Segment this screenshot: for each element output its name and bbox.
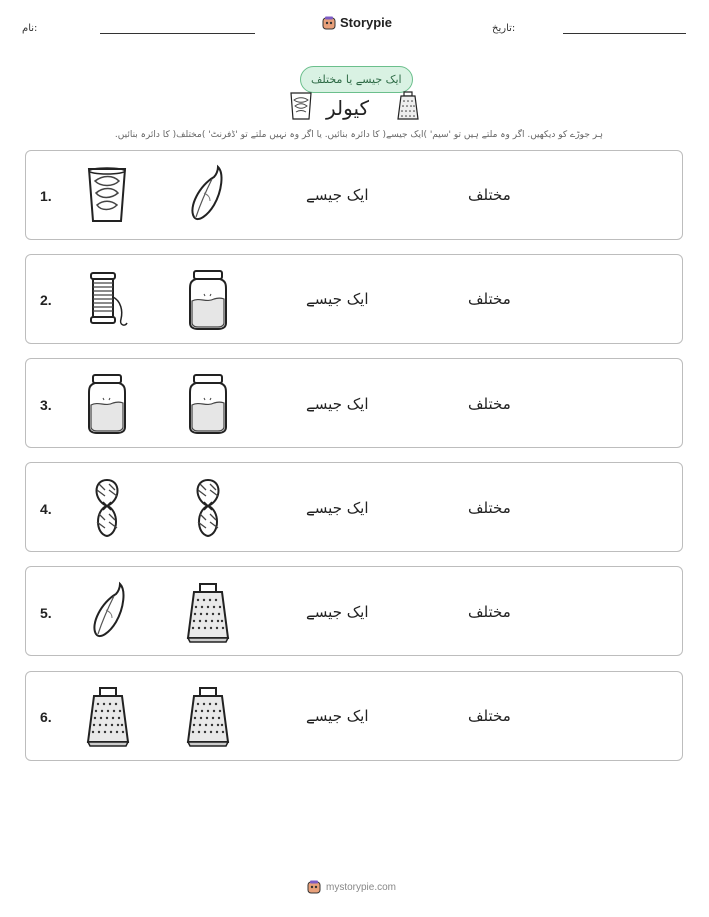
option-different[interactable]: مختلف — [468, 186, 511, 204]
leaf-icon — [184, 163, 232, 227]
footer — [307, 880, 396, 894]
rope-knot-icon — [83, 476, 131, 540]
option-same[interactable]: ایک جیسے — [306, 603, 369, 621]
jar-icon — [184, 267, 232, 331]
option-same[interactable]: ایک جیسے — [306, 186, 369, 204]
date-line[interactable] — [563, 33, 686, 34]
row-number: 1. — [40, 188, 52, 204]
row-number: 5. — [40, 605, 52, 621]
date-label: تاریخ: — [492, 23, 516, 34]
page-title: کیولر — [326, 96, 370, 120]
option-different[interactable]: مختلف — [468, 707, 511, 725]
option-different[interactable]: مختلف — [468, 499, 511, 517]
grater-icon — [184, 580, 232, 644]
row-number: 2. — [40, 292, 52, 308]
glass-icon — [83, 163, 131, 227]
instructions: ہر جوڑے کو دیکھیں. اگر وہ ملتے ہیں تو 'سیم' )ایک جیسے( کا دائرہ بنائیں. یا اگر وہ نہیں ملتے تو 'ڈفرنٹ' )مختلف( کا دائرہ بنائیں. — [114, 130, 603, 140]
storypie-mascot-icon — [307, 880, 321, 894]
row-number: 6. — [40, 709, 52, 725]
storypie-mascot-icon — [322, 16, 336, 30]
leaf-icon — [86, 580, 134, 644]
glass-icon — [288, 90, 314, 122]
jar-icon — [83, 371, 131, 435]
option-different[interactable]: مختلف — [468, 290, 511, 308]
grater-icon — [84, 684, 132, 748]
brand-logo — [322, 15, 392, 30]
grater-icon — [184, 684, 232, 748]
brand-name: Storypie — [340, 15, 393, 30]
row-number: 3. — [40, 397, 52, 413]
option-same[interactable]: ایک جیسے — [306, 290, 369, 308]
thread-spool-icon — [83, 267, 131, 331]
row-number: 4. — [40, 501, 52, 517]
option-same[interactable]: ایک جیسے — [306, 395, 369, 413]
option-different[interactable]: مختلف — [468, 603, 511, 621]
jar-icon — [184, 371, 232, 435]
topic-badge: ایک جیسے یا مختلف — [300, 66, 413, 93]
name-line[interactable] — [100, 33, 255, 34]
option-different[interactable]: مختلف — [468, 395, 511, 413]
option-same[interactable]: ایک جیسے — [306, 499, 369, 517]
footer-url[interactable]: mystorypie.com — [326, 881, 397, 893]
name-label: نام: — [22, 23, 38, 34]
grater-icon — [396, 90, 420, 122]
option-same[interactable]: ایک جیسے — [306, 707, 369, 725]
rope-knot-icon — [184, 476, 232, 540]
